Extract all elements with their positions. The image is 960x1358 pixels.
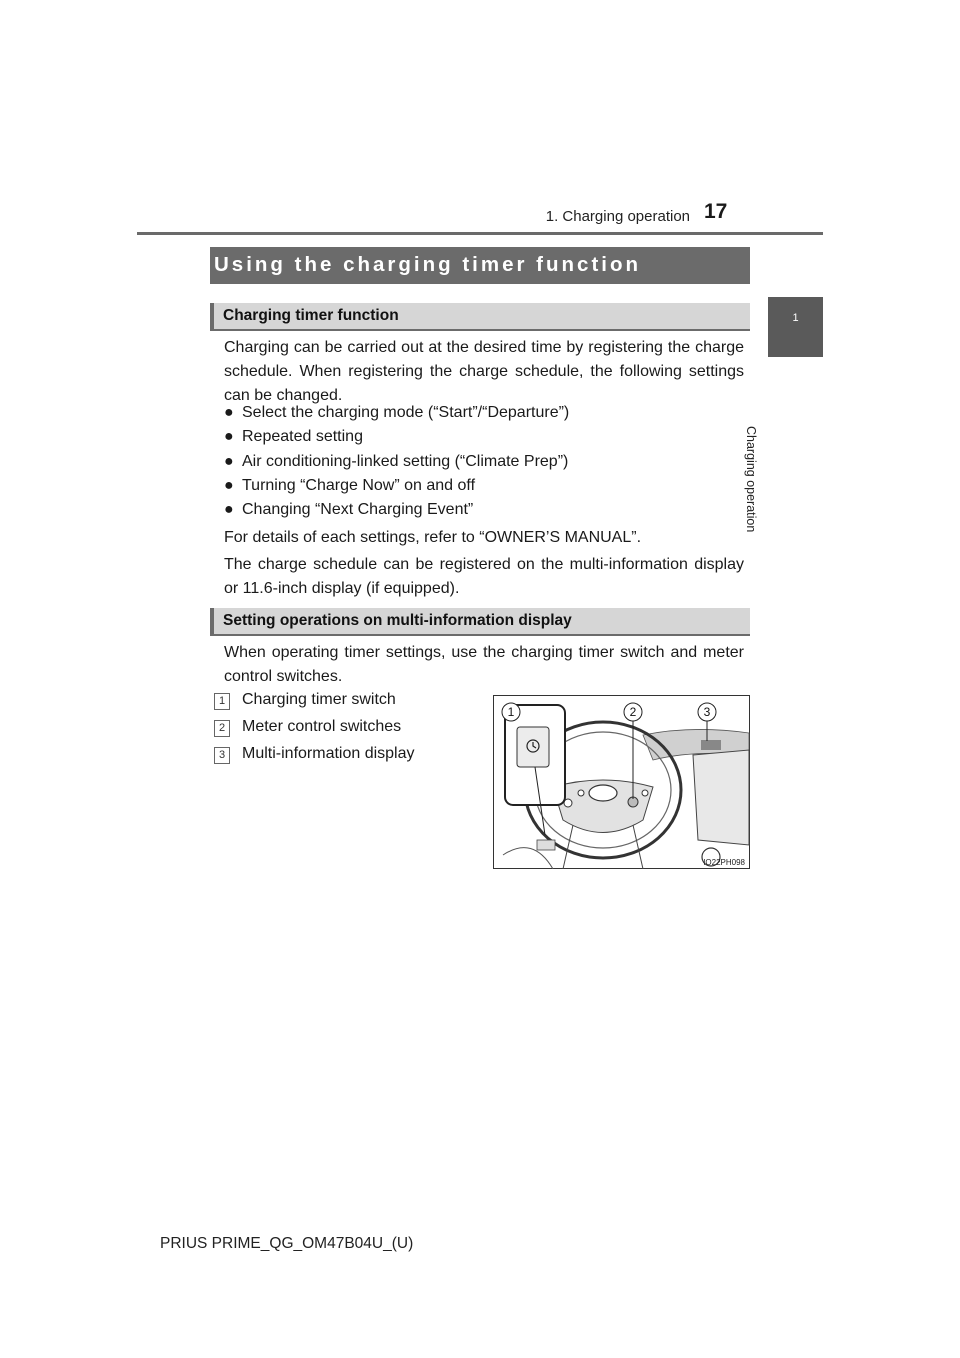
chapter-label xyxy=(744,426,758,546)
bullet-item xyxy=(224,498,473,522)
bullet-item xyxy=(224,474,475,498)
bullet-glyph: ● xyxy=(224,453,234,470)
page-title: Using the charging timer function xyxy=(214,253,642,276)
bullet-item xyxy=(224,401,569,425)
page-number: 17 xyxy=(704,200,728,223)
callout-number: 3 xyxy=(214,747,230,764)
bullet-glyph: ● xyxy=(224,404,234,421)
section-heading-text: Charging timer function xyxy=(223,307,399,324)
chapter-label-text: Charging operation xyxy=(744,426,758,533)
callout-label: Meter control switches xyxy=(242,718,402,735)
bullet-text: Air conditioning-linked setting (“Climate Prep”) xyxy=(242,453,569,470)
bullet-item xyxy=(224,425,363,449)
figure-callout-1-label: 1 xyxy=(507,705,515,719)
callout-label: Charging timer switch xyxy=(242,691,396,708)
dashboard-illustration xyxy=(493,695,750,869)
bullet-text: Repeated setting xyxy=(242,428,363,445)
document-id: PRIUS PRIME_QG_OM47B04U_(U) xyxy=(160,1235,414,1252)
callout-number: 1 xyxy=(214,693,230,710)
chapter-number: 1 xyxy=(792,312,799,324)
section1-details-note: For details of each settings, refer to “OWNER’S MANUAL”. xyxy=(224,529,642,546)
figure-code: IO22PH098 xyxy=(703,858,745,867)
chapter-tab xyxy=(768,297,823,357)
bullet-text: Turning “Charge Now” on and off xyxy=(242,477,476,494)
section2-intro: When operating timer settings, use the charging timer switch and meter control switches. xyxy=(224,644,744,685)
callout-label: Multi-information display xyxy=(242,745,415,762)
bullet-glyph: ● xyxy=(224,477,234,494)
running-header-section: 1. Charging operation xyxy=(545,208,690,225)
figure-callout-3-label: 3 xyxy=(703,705,711,719)
section-marker xyxy=(210,608,214,636)
section1-intro: Charging can be carried out at the desired time by registering the charge schedule. When registering the charge schedule, the following settings can be changed. xyxy=(224,339,744,404)
bullet-text: Changing “Next Charging Event” xyxy=(242,501,474,518)
header-rule xyxy=(137,232,823,235)
bullet-glyph: ● xyxy=(224,501,234,518)
figure-callout-2-label: 2 xyxy=(629,705,637,719)
bullet-item xyxy=(224,450,568,474)
callout-number: 2 xyxy=(214,720,230,737)
section-heading-text: Setting operations on multi-information display xyxy=(223,612,572,629)
section-marker xyxy=(210,303,214,331)
section1-display-note: The charge schedule can be registered on the multi-information display or 11.6-inch display (if equipped). xyxy=(224,556,744,597)
section-heading-mid-settings xyxy=(210,608,750,636)
bullet-text: Select the charging mode (“Start”/“Departure”) xyxy=(242,404,570,421)
bullet-glyph: ● xyxy=(224,428,234,445)
center-display-shape xyxy=(693,750,749,845)
mid-display-shape xyxy=(701,740,721,750)
section-heading-charging-timer xyxy=(210,303,750,331)
